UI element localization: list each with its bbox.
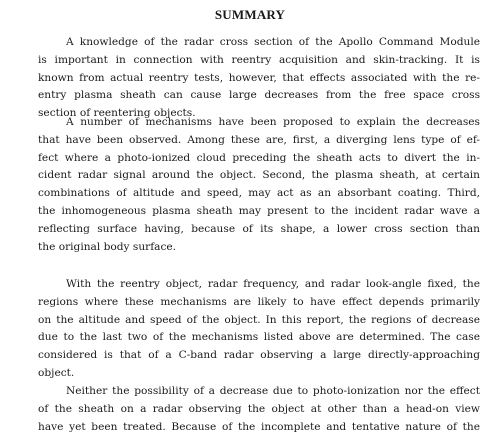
paragraph-line: considered is that of a C-band radar observing a large directly-approaching <box>38 349 480 362</box>
paragraph-2 <box>38 114 480 256</box>
paragraph-line: that have been observed. Among these are, first, a diverging lens type of ef- <box>38 133 480 146</box>
paragraph-line: due to the last two of the mechanisms listed above are determined. The case <box>38 331 480 344</box>
paragraph-line: combinations of altitude and speed, may act as an absorbant coating. Third, <box>38 187 480 200</box>
paragraph-line: have yet been treated. Because of the incomplete and tentative nature of the <box>38 420 480 433</box>
paragraph-line: Neither the possibility of a decrease due to photo-ionization nor the effect <box>66 385 480 397</box>
paragraph-line: the inhomogeneous plasma sheath may present to the incident radar wave a <box>38 204 480 217</box>
paragraph-3 <box>38 276 480 383</box>
paragraph-line: regions where these mechanisms are likely to have effect depends primarily <box>38 295 480 308</box>
paragraph-line: is important in connection with reentry acquisition and skin-tracking. It is <box>38 53 480 66</box>
paragraph-line: object. <box>38 366 75 379</box>
paragraph-line: the original body surface. <box>38 240 177 253</box>
paragraph-line: reflecting surface having, because of its shape, a lower cross section than <box>38 222 480 235</box>
paragraph-4 <box>38 383 480 436</box>
paragraph-line: of the sheath on a radar observing the object at other than a head-on view <box>38 402 480 415</box>
paragraph-line: A number of mechanisms have been proposed to explain the decreases <box>66 116 480 128</box>
paragraph-line: entry plasma sheath can cause large decreases from the free space cross <box>38 89 480 102</box>
section-title: SUMMARY <box>214 7 286 22</box>
paragraph-line: A knowledge of the radar cross section of the Apollo Command Module <box>66 36 480 48</box>
paragraph-1 <box>38 34 480 123</box>
paragraph-line: With the reentry object, radar frequency, and radar look-angle fixed, the <box>66 278 480 290</box>
paragraph-line: fect where a photo-ionized cloud preceding the sheath acts to divert the in- <box>38 151 480 164</box>
paragraph-line: section of reentering objects. <box>38 107 196 120</box>
paragraph-line: known from actual reentry tests, however, that effects associated with the re- <box>38 71 480 84</box>
paragraph-line: cident radar signal around the object. Second, the plasma sheath, at certain <box>38 169 480 182</box>
paragraph-line: on the altitude and speed of the object. In this report, the regions of decrease <box>38 313 480 326</box>
